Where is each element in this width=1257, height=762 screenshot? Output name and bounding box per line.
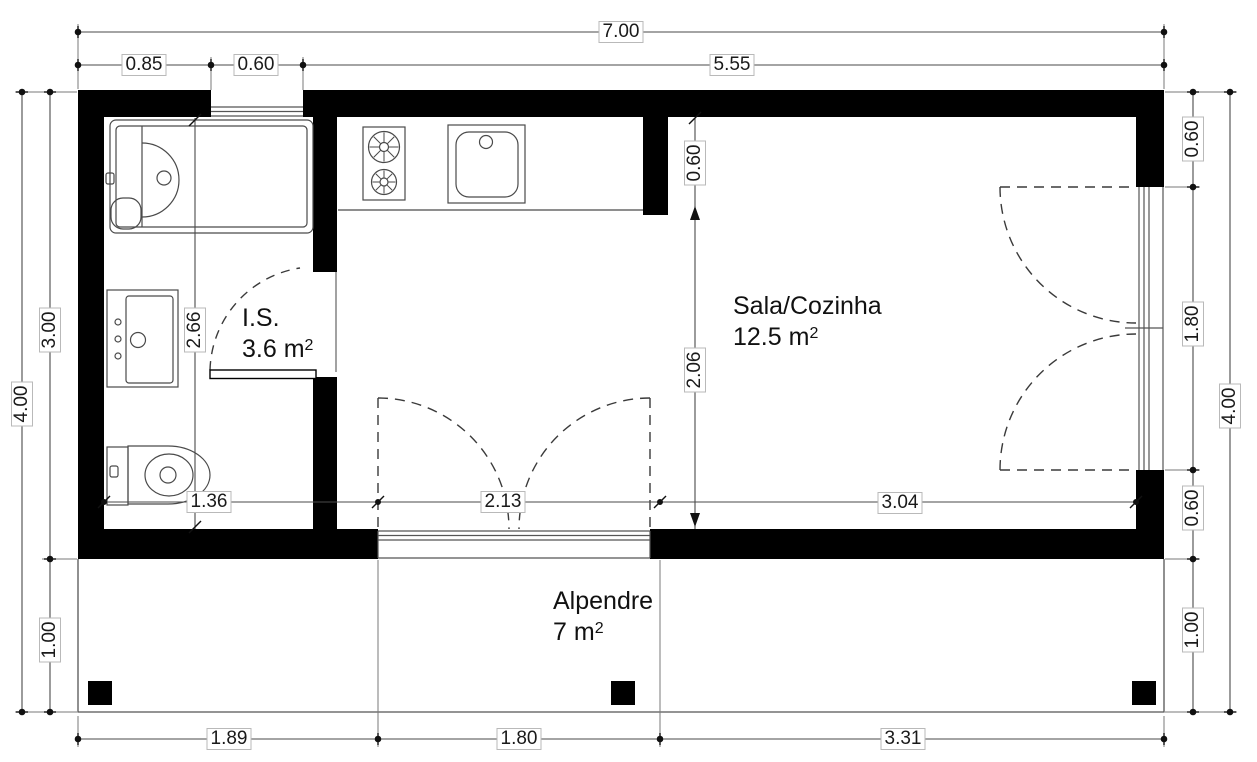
french-double-door	[1000, 187, 1136, 470]
bathroom-wall-upper	[313, 117, 337, 272]
dim-top-window: 0.60	[234, 54, 279, 76]
dim-top-rest: 5.55	[710, 54, 755, 76]
shower	[106, 120, 313, 233]
bathroom-wall-lower	[313, 377, 337, 529]
dim-right-lower: 0.60	[1182, 486, 1204, 531]
porch-post	[1132, 681, 1156, 705]
right-glazed-door	[1125, 187, 1163, 470]
dim-right-upper: 0.60	[1182, 117, 1204, 162]
room-label-porch	[553, 586, 653, 648]
room-area: 12.5 $m^2$	[733, 323, 819, 351]
dim-left-total: 4.00	[11, 382, 33, 427]
kitchen-stub-wall	[643, 117, 668, 215]
dim-bottom-left: 1.89	[207, 728, 252, 750]
dim-top-wall: 0.85	[122, 54, 167, 76]
dim-bottom-mid: 1.80	[497, 728, 542, 750]
kitchen-sink	[448, 125, 525, 203]
porch-post	[611, 681, 635, 705]
dim-entry-width: 2.13	[481, 491, 526, 513]
interior-walls	[313, 117, 668, 529]
room-label-living	[733, 291, 882, 353]
dim-right-porch: 1.00	[1182, 608, 1204, 653]
dim-right-total: 4.00	[1219, 384, 1241, 429]
dim-bottom-right: 3.31	[881, 728, 926, 750]
room-name: Alpendre	[553, 587, 654, 615]
cooktop	[363, 127, 405, 200]
entrance-glazing	[378, 531, 650, 558]
room-area: 3.6 $m^2$	[242, 335, 314, 363]
dim-sala-width: 3.04	[878, 492, 923, 514]
dim-bath-depth: 2.66	[184, 308, 206, 353]
porch-posts	[88, 681, 1156, 705]
dim-left-porch: 1.00	[39, 618, 61, 663]
doors	[210, 187, 1136, 529]
room-area: 7 $m^2$	[553, 618, 604, 646]
dim-kitchen-wall: 0.60	[684, 141, 706, 186]
dim-right-door: 1.80	[1182, 302, 1204, 347]
dim-bath-width: 1.36	[187, 491, 232, 513]
dim-sala-depth: 2.06	[684, 348, 706, 393]
top-window	[211, 107, 303, 116]
room-name: Sala/Cozinha	[733, 292, 882, 320]
dim-left-house: 3.00	[39, 308, 61, 353]
room-label-bathroom	[242, 303, 313, 365]
porch-post	[88, 681, 112, 705]
dim-top-total: 7.00	[599, 21, 644, 43]
washbasin	[107, 290, 178, 387]
room-name: I.S.	[242, 304, 280, 332]
exterior-walls	[78, 90, 1164, 559]
